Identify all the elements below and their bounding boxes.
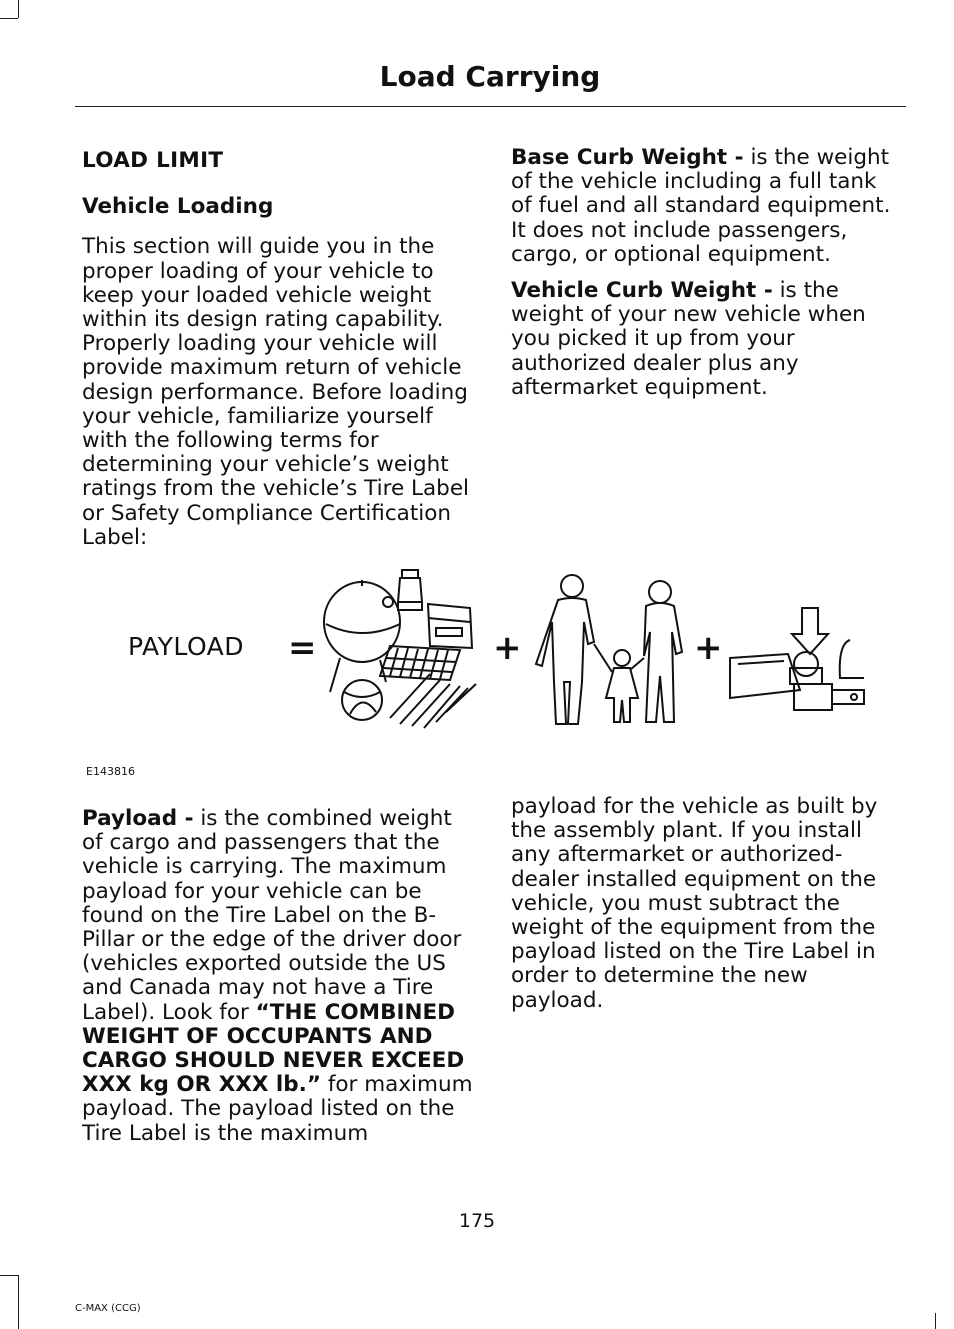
crop-mark [0, 1275, 18, 1276]
plus-sign: + [493, 628, 522, 668]
crop-mark [0, 18, 18, 19]
right-column-top [511, 146, 903, 400]
page-title: Load Carrying [379, 60, 601, 93]
header-rule [75, 106, 906, 107]
footer-model: C-MAX (CCG) [75, 1303, 141, 1314]
vehicle-curb-weight-definition: is the weight of your new vehicle when you picked it up from your authorized dealer plus any aftermarket equipment. [511, 278, 866, 400]
payload-label-quote: “THE COMBINED WEIGHT OF OCCUPANTS AND CARGO SHOULD NEVER EXCEED XXX kg OR XXX lb.” [82, 999, 465, 1098]
passengers-illustration [532, 572, 692, 730]
base-curb-weight-term: Base Curb Weight - [511, 145, 744, 170]
subsection-heading: Vehicle Loading [82, 194, 274, 220]
plus-sign: + [694, 628, 723, 668]
payload-paragraph [82, 807, 474, 1146]
vehicle-curb-weight-term: Vehicle Curb Weight - [511, 278, 773, 304]
payload-definition-continued: for maximum payload. The payload listed on the Tire Label is the maximum [82, 1072, 473, 1146]
payload-term: Payload - [82, 806, 194, 831]
page-number: 175 [458, 1210, 496, 1232]
base-curb-weight-definition: is the weight of the vehicle including a full tank of fuel and all standard equipment. It does not include passengers, cargo, or optional equipment. [511, 145, 891, 267]
vehicle-curb-weight-paragraph [511, 279, 903, 400]
crop-mark [18, 1275, 19, 1329]
equipment-illustration [726, 604, 868, 714]
payload-label: PAYLOAD [128, 632, 245, 661]
payload-continued-paragraph: payload for the vehicle as built by the assembly plant. If you install any aftermarket or authorized-dealer installed equipment on the vehicle, you must subtract the weight of the equipment from the payload listed on the Tire Label in order to determine the new payload. [511, 794, 878, 1013]
section-heading: LOAD LIMIT [82, 148, 224, 173]
left-column-top [82, 149, 474, 550]
payload-definition: is the combined weight of cargo and passengers that the vehicle is carrying. The maximum payload for your vehicle can be found on the Tire Label on the B-Pillar or the edge of the driver door (vehicles exported outside the US and Canada may not have a Tire Label). Look for [82, 806, 462, 1025]
cargo-illustration [320, 562, 485, 732]
crop-mark [935, 1313, 936, 1329]
figure-id: E143816 [86, 765, 135, 778]
crop-mark [18, 0, 19, 18]
base-curb-weight-paragraph [511, 146, 903, 267]
right-column-bottom [511, 795, 903, 1013]
left-column-bottom [82, 807, 474, 1146]
intro-paragraph: This section will guide you in the proper loading of your vehicle to keep your loaded vehicle weight within its design rating capability. Properly loading your vehicle will provide maximum return of vehicle design performance. Before loading your vehicle, familiarize yourself with the following terms for determining your vehicle’s weight ratings from the vehicle’s Tire Label or Safety Compliance Certification Label: [82, 234, 470, 550]
equals-sign: = [288, 628, 317, 668]
